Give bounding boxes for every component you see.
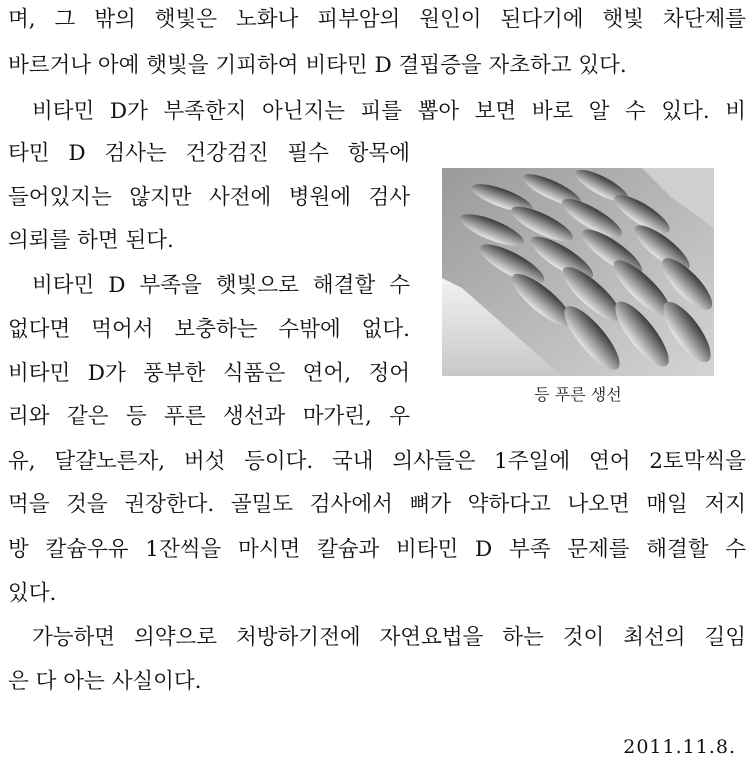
fish-photo <box>442 168 714 376</box>
text-line: 가능하면 의약으로 처방하기전에 자연요법을 하는 것이 최선의 길임 <box>32 625 746 650</box>
figure-caption: 등 푸른 생선 <box>534 385 622 404</box>
text-line: 비타민 D 부족을 햇빛으로 해결할 수 <box>32 273 410 298</box>
text-line: 은 다 아는 사실이다. <box>8 669 202 694</box>
text-line: 유, 달걀노른자, 버섯 등이다. 국내 의사들은 1주일에 연어 2토막씩을 <box>8 449 746 474</box>
document-date: 2011.11.8. <box>623 736 736 758</box>
text-line: 의뢰를 하면 된다. <box>8 228 174 253</box>
text-line: 없다면 먹어서 보충하는 수밖에 없다. <box>8 317 410 342</box>
text-line: 타민 D 검사는 건강검진 필수 항목에 <box>8 141 410 166</box>
text-line: 바르거나 아예 햇빛을 기피하여 비타민 D 결핍증을 자초하고 있다. <box>8 53 627 78</box>
text-line: 방 칼슘우유 1잔씩을 마시면 칼슘과 비타민 D 부족 문제를 해결할 수 <box>8 537 746 562</box>
text-line: 비타민 D가 풍부한 식품은 연어, 정어 <box>8 361 410 386</box>
text-line: 있다. <box>8 581 57 606</box>
text-line: 들어있지는 않지만 사전에 병원에 검사 <box>8 185 410 210</box>
text-line: 비타민 D가 부족한지 아닌지는 피를 뽑아 보면 바로 알 수 있다. 비 <box>32 99 746 124</box>
text-line: 며, 그 밖의 햇빛은 노화나 피부암의 원인이 된다기에 햇빛 차단제를 <box>8 7 746 32</box>
text-line: 먹을 것을 권장한다. 골밀도 검사에서 뼈가 약하다고 나오면 매일 저지 <box>8 492 746 517</box>
fish-image <box>442 168 714 376</box>
text-line: 리와 같은 등 푸른 생선과 마가린, 우 <box>8 404 410 429</box>
